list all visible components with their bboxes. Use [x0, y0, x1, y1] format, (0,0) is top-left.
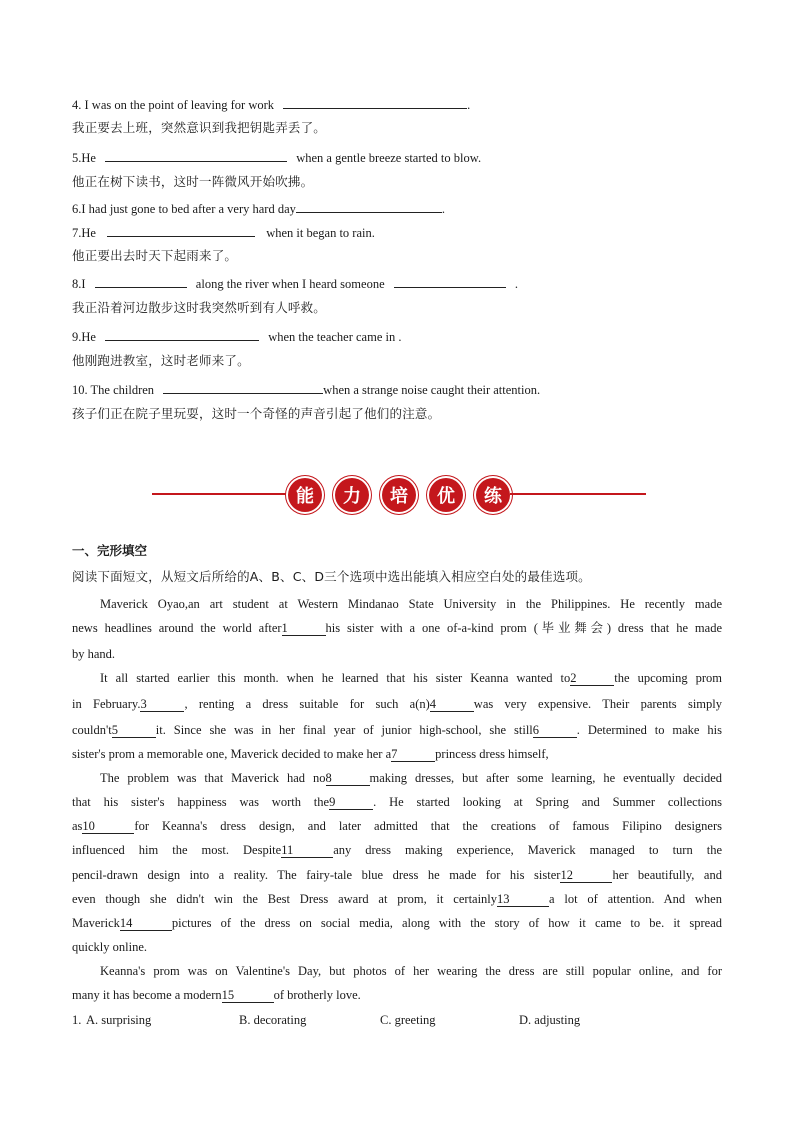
exercise-text: 8.I — [72, 277, 86, 291]
passage-text: princess dress himself, — [435, 747, 549, 761]
passage-text: her beautifully, and — [612, 868, 722, 882]
exercise-text: 7.He — [72, 226, 96, 240]
exercise-10-chinese: 孩子们正在院子里玩耍，这时一个奇怪的声音引起了他们的注意。 — [72, 406, 441, 421]
passage-text: for Keanna's dress design, and later admitted that the creations of famous Filipino designers — [134, 819, 722, 833]
banner-rule-left — [152, 493, 288, 495]
passage-line — [72, 722, 722, 738]
cloze-blank[interactable]: 11 — [281, 844, 333, 858]
exercise-text: . — [467, 98, 471, 112]
question-number: 1. — [72, 1013, 82, 1027]
exercise-text: 6.I had just gone to bed after a very hard day — [72, 202, 296, 216]
cloze-blank[interactable]: 13 — [497, 893, 549, 907]
cloze-blank[interactable]: 4 — [430, 698, 474, 712]
passage-line — [72, 696, 722, 712]
cloze-blank[interactable]: 3 — [140, 698, 184, 712]
passage-line — [100, 770, 722, 786]
exercise-7-english — [72, 224, 375, 241]
option-b[interactable]: B. decorating — [239, 1013, 307, 1027]
passage-text: it. Since she was in her final year of junior high-school, she still — [155, 723, 533, 737]
exercise-8-chinese: 我正沿着河边散步这时我突然听到有人呼救。 — [72, 300, 327, 315]
passage-text: Keanna's prom was on Valentine's Day, but photos of her wearing the dress are still popular online, and for — [100, 964, 722, 978]
exercise-5-chinese: 他正在树下读书，这时一阵微风开始吹拂。 — [72, 174, 314, 189]
option-c[interactable]: C. greeting — [380, 1013, 436, 1027]
passage-line — [72, 620, 722, 636]
cloze-blank[interactable]: 9 — [329, 796, 373, 810]
passage-text: It all started earlier this month. when he learned that his sister Keanna wanted to — [100, 671, 571, 685]
passage-text: , renting a dress suitable for such a(n) — [184, 697, 430, 711]
section-instruction: 阅读下面短文，从短文后所给的A、B、C、D三个选项中选出能填入相应空白处的最佳选项。 — [72, 569, 591, 584]
answer-blank[interactable] — [105, 149, 287, 162]
banner-char: 培 — [382, 478, 416, 512]
passage-line — [72, 794, 722, 810]
passage-text: that his sister's happiness was worth the — [72, 795, 330, 809]
banner-char: 练 — [476, 478, 510, 512]
exercise-9-english — [72, 328, 401, 345]
exercise-text: 9.He — [72, 330, 96, 344]
exercise-10-english — [72, 381, 540, 398]
passage-text: Maverick — [72, 916, 120, 930]
answer-blank[interactable] — [107, 224, 255, 237]
passage-text: sister's prom a memorable one, Maverick decided to make her a — [72, 747, 392, 761]
passage-text: even though she didn't win the Best Dress award at prom, it certainly — [72, 892, 498, 906]
passage-line — [72, 842, 722, 858]
cloze-blank[interactable]: 6 — [533, 724, 577, 738]
passage-text: pencil-drawn design into a reality. The fairy-tale blue dress he made for his sister — [72, 868, 561, 882]
passage-line — [100, 596, 722, 612]
exercise-text: when a gentle breeze started to blow. — [296, 151, 482, 165]
exercise-text: when it began to rain. — [266, 226, 375, 240]
banner-title — [288, 478, 510, 512]
passage-line — [72, 939, 722, 955]
cloze-blank[interactable]: 12 — [560, 869, 612, 883]
cloze-blank[interactable]: 15 — [222, 989, 274, 1003]
exercise-4-chinese: 我正要去上班，突然意识到我把钥匙弄丢了。 — [72, 120, 327, 135]
exercise-text: when a strange noise caught their attention. — [323, 383, 541, 397]
answer-blank[interactable] — [296, 200, 442, 213]
cloze-blank[interactable]: 10 — [82, 820, 134, 834]
exercise-text: along the river when I heard someone — [195, 277, 385, 291]
exercise-text: 4. I was on the point of leaving for work — [72, 98, 275, 112]
passage-text: pictures of the dress on social media, along with the story of how it came to be. it spread — [171, 916, 722, 930]
answer-blank[interactable] — [163, 381, 323, 394]
exercise-7-chinese: 他正要出去时天下起雨来了。 — [72, 248, 238, 263]
cloze-blank[interactable]: 2 — [570, 672, 614, 686]
exercise-9-chinese: 他刚跑进教室，这时老师来了。 — [72, 353, 250, 368]
exercise-text: 5.He — [72, 151, 96, 165]
banner-char: 力 — [335, 478, 369, 512]
answer-blank[interactable] — [95, 275, 187, 288]
passage-line — [72, 891, 722, 907]
passage-text: many it has become a modern — [72, 988, 222, 1002]
passage-text: was very expensive. Their parents simply — [473, 697, 722, 711]
section-title: 一、完形填空 — [72, 543, 148, 558]
passage-line — [72, 818, 722, 834]
exercise-text: 10. The children — [72, 383, 155, 397]
section-banner — [152, 478, 646, 512]
passage-line — [72, 646, 722, 662]
passage-text: Maverick Oyao,an art student at Western Mindanao State University in the Philippines. He recently made — [100, 597, 722, 611]
passage-line — [72, 987, 722, 1003]
cloze-blank[interactable]: 8 — [326, 772, 370, 786]
passage-line — [100, 963, 722, 979]
passage-text: the upcoming prom — [614, 671, 722, 685]
cloze-blank[interactable]: 1 — [282, 622, 326, 636]
passage-text: quickly online. — [72, 940, 147, 954]
option-a[interactable]: A. surprising — [86, 1013, 152, 1027]
passage-text: news headlines around the world after — [72, 621, 282, 635]
exercise-8-english — [72, 275, 518, 292]
exercise-6-english — [72, 200, 445, 217]
exercise-5-english — [72, 149, 481, 166]
exercise-text: . — [514, 277, 518, 291]
answer-blank[interactable] — [283, 96, 467, 109]
passage-line — [72, 746, 722, 762]
passage-text: any dress making experience, Maverick managed to turn the — [333, 843, 722, 857]
passage-text: his sister with a one of-a-kind prom (毕业舞会) dress that he made — [325, 621, 722, 635]
cloze-blank[interactable]: 14 — [120, 917, 172, 931]
answer-blank[interactable] — [105, 328, 259, 341]
passage-text: . He started looking at Spring and Summer collections — [373, 795, 722, 809]
exercise-text: . — [441, 202, 446, 216]
banner-char: 能 — [288, 478, 322, 512]
banner-char: 优 — [429, 478, 463, 512]
passage-text: by hand. — [72, 647, 116, 661]
banner-rule-right — [510, 493, 646, 495]
passage-text: making dresses, but after some learning, he eventually decided — [369, 771, 722, 785]
answer-blank[interactable] — [394, 275, 506, 288]
passage-text: The problem was that Maverick had no — [100, 771, 326, 785]
passage-text: couldn't — [72, 723, 112, 737]
passage-text: as — [72, 819, 83, 833]
option-d[interactable]: D. adjusting — [519, 1013, 581, 1027]
exercise-text: when the teacher came in . — [268, 330, 402, 344]
passage-line — [72, 915, 722, 931]
passage-text: of brotherly love. — [273, 988, 361, 1002]
passage-line — [72, 867, 722, 883]
passage-line — [100, 670, 722, 686]
exercise-4-english — [72, 96, 470, 113]
passage-text: a lot of attention. And when — [549, 892, 722, 906]
passage-text: in February. — [72, 697, 141, 711]
passage-text: influenced him the most. Despite — [72, 843, 282, 857]
cloze-blank[interactable]: 5 — [112, 724, 156, 738]
cloze-blank[interactable]: 7 — [391, 748, 435, 762]
passage-text: . Determined to make his — [576, 723, 722, 737]
